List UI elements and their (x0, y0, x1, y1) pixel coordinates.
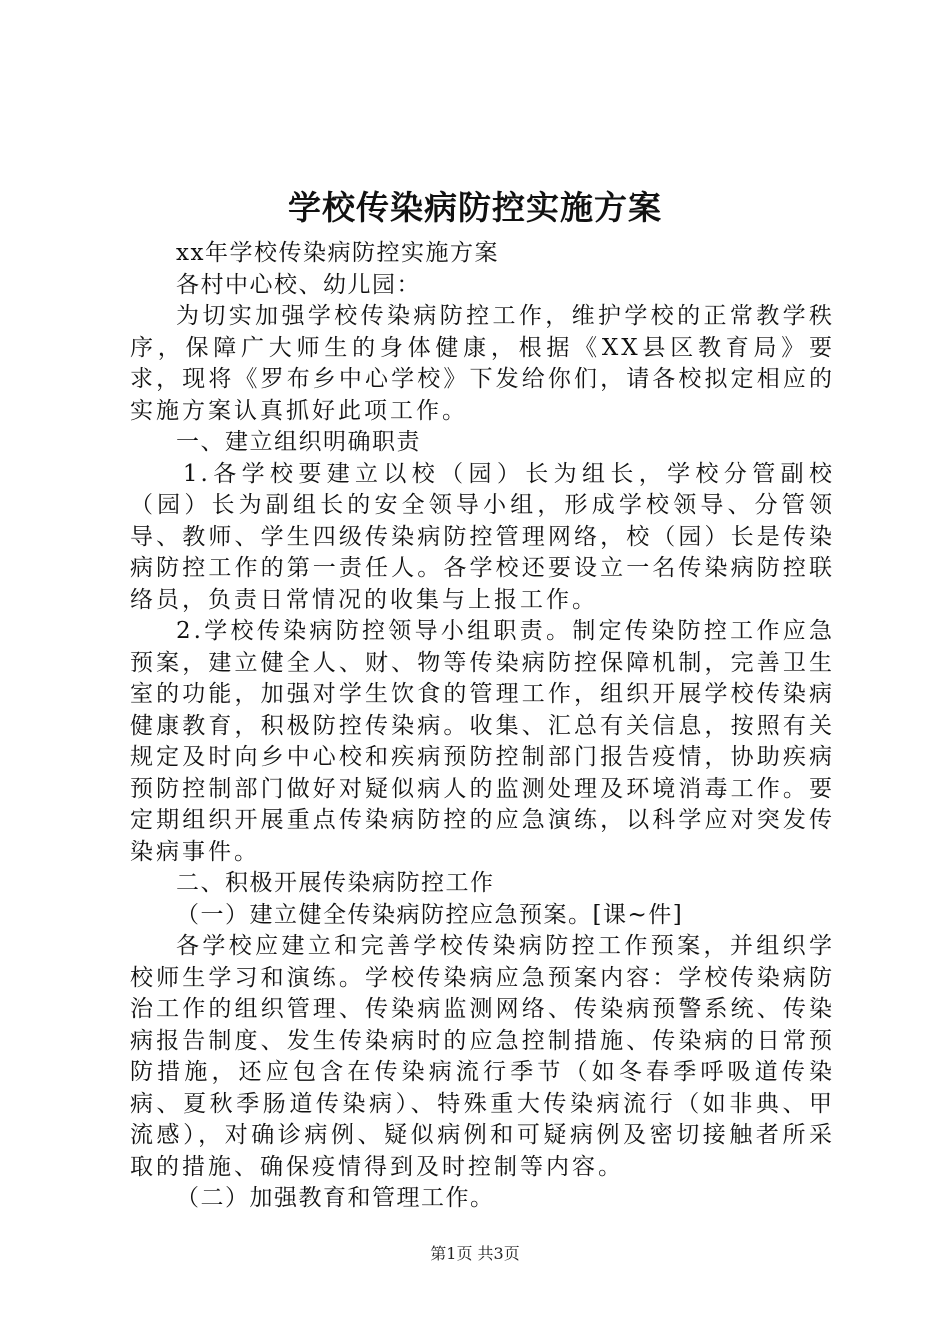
paragraph-salutation: 各村中心校、幼儿园： (176, 271, 421, 298)
paragraph-item-2: 2.学校传染病防控领导小组职责。制定传染防控工作应急预案，建立健全人、财、物等传染病防控保障机制，完善卫生室的功能，加强对学生饮食的管理工作，组织开展学校传染病健康教育，积极防控传染病。收集、汇总有关信息，按照有关规定及时向乡中心校和疾病预防控制部门报告疫情，协助疾病预防控制部门做好对疑似病人的监测处理及环境消毒工作。要定期组织开展重点传染病防控的应急演练，以科学应对突发传染病事件。 (130, 618, 835, 865)
paragraph-item-1: 1.各学校要建立以校（园）长为组长，学校分管副校（园）长为副组长的安全领导小组，形成学校领导、分管领导、教师、学生四级传染病防控管理网络，校（园）长是传染病防控工作的第一责任人。各学校还要设立一名传染病防控联络员，负责日常情况的收集与上报工作。 (130, 460, 835, 613)
document-title: 学校传染病防控实施方案 (288, 188, 662, 227)
paragraph-plan-content: 各学校应建立和完善学校传染病防控工作预案，并组织学校师生学习和演练。学校传染病应急预案内容：学校传染病防治工作的组织管理、传染病监测网络、传染病预警系统、传染病报告制度、发生传染病时的应急控制措施、传染病的日常预防措施，还应包含在传染病流行季节（如冬春季呼吸道传染病、夏秋季肠道传染病）、特殊重大传染病流行（如非典、甲流感），对确诊病例、疑似病例和可疑病例及密切接触者所采取的措施、确保疫情得到及时控制等内容。 (130, 933, 835, 1180)
paragraph-subtitle: xx年学校传染病防控实施方案 (176, 240, 499, 266)
page-footer: 第1页 共3页 (430, 1244, 520, 1263)
subsection-heading-1: （一）建立健全传染病防控应急预案。[课~件] (176, 901, 684, 928)
paragraph-intro: 为切实加强学校传染病防控工作，维护学校的正常教学秩序，保障广大师生的身体健康，根据《XX县区教育局》要求，现将《罗布乡中心学校》下发给你们，请各校拟定相应的实施方案认真抓好此项工作。 (130, 303, 835, 424)
section-heading-2: 二、积极开展传染病防控工作 (176, 870, 495, 896)
document-body (130, 238, 835, 1215)
section-heading-1: 一、建立组织明确职责 (176, 429, 421, 455)
subsection-heading-2: （二）加强教育和管理工作。 (176, 1185, 495, 1211)
